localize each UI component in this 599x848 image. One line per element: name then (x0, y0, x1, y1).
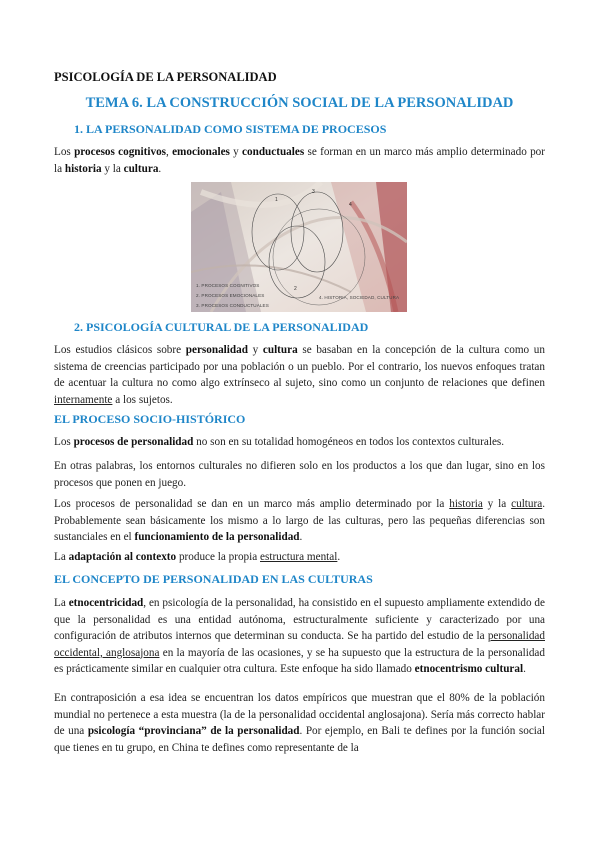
bold-term: cultura (123, 162, 159, 175)
figure-legend-2: 2. PROCESOS EMOCIONALES (196, 293, 265, 298)
text-run: y la (482, 498, 512, 510)
text-run: La (54, 597, 69, 609)
figure-number-3: 3 (312, 189, 315, 195)
bold-term: conductuales (242, 146, 305, 158)
bold-term: procesos cognitivos (74, 146, 167, 158)
bold-term: funcionamiento de la personalidad (134, 531, 300, 543)
bold-term: etnocentrismo cultural (414, 663, 524, 675)
underlined-term: estructura mental (260, 551, 338, 563)
section-heading-socio-historico: EL PROCESO SOCIO-HISTÓRICO (54, 412, 246, 426)
text-run: Los estudios clásicos sobre (54, 344, 186, 356)
text-run: . (299, 531, 303, 543)
course-title: PSICOLOGÍA DE LA PERSONALIDAD (54, 70, 277, 84)
bold-term: personalidad (185, 344, 248, 356)
paragraph-provincial-psychology (54, 690, 545, 756)
paragraph-processes-homogeneity (54, 434, 545, 451)
bold-term: adaptación al contexto (68, 551, 177, 563)
text-run: en la mayoría de las ocasiones, y se ha supuesto que la estructura de la personalidad es prácticamente similar en cualquier otra cultura. Este enfoque ha sido llamado (54, 646, 545, 675)
text-run: En contraposición a esa idea se encuentran los datos empíricos que muestran que el 80% de la población mundial no pertenece a esta muestra (la de la personalidad occidental anglosajona). Sería más correcto hablar de una (54, 692, 545, 737)
figure-legend-1: 1. PROCESOS COGNITIVOS (196, 283, 260, 288)
text-run: no son en su totalidad homogéneos en todos los contextos culturales. (193, 436, 505, 448)
text-run: y (229, 146, 243, 158)
text-run: , (166, 146, 173, 158)
figure-legend-3: 3. PROCESOS CONDUCTUALES (196, 303, 269, 308)
section-heading-concepto: EL CONCEPTO DE PERSONALIDAD EN LAS CULTURAS (54, 572, 373, 586)
bold-term: procesos de personalidad (73, 436, 194, 448)
underlined-term: cultura (511, 498, 543, 510)
underlined-term: historia (449, 498, 483, 510)
text-run: produce la propia (176, 551, 261, 563)
figure-legend-4: 4. HISTORIA, SOCIEDAD, CULTURA (319, 295, 400, 300)
paragraph-cultural-psychology (54, 342, 545, 408)
paragraph-adaptation (54, 549, 545, 566)
text-run: Los (54, 436, 74, 448)
paragraph-history-culture (54, 496, 545, 546)
text-run: . Por ejemplo, en Bali te defines por la función social que tienes en tu grupo, en China te defines como representante de la (54, 725, 545, 754)
text-run: . (523, 663, 526, 675)
figure-number-4: 4 (349, 202, 352, 208)
figure-number-2: 2 (294, 286, 297, 292)
paragraph-cultural-environments: En otras palabras, los entornos culturales no difieren solo en los productos a los que dan lugar, sino en los procesos que ponen en juego. (54, 460, 545, 489)
bold-term: psicología “provinciana” de la personalidad (87, 725, 300, 737)
text-run: , en psicología de la personalidad, ha consistido en el supuesto ampliamente extendido de que la personalidad es una entidad autónoma, estructuralmente suficiente y caracterizado por una configuración de atributos internos que determinan su conducta. Se ha partido del estudio de la (54, 597, 545, 642)
bold-term: historia (64, 162, 102, 175)
page-title: TEMA 6. LA CONSTRUCCIÓN SOCIAL DE LA PERSONALIDAD (85, 95, 514, 111)
text-run: . (158, 162, 162, 175)
text-run: Los (54, 146, 75, 158)
text-run: . Probablemente sean básicamente los mismo a lo largo de las culturas, pero las pequeñas diferencias son sustanciales en el (54, 498, 545, 543)
paragraph-processes (54, 144, 545, 177)
section-heading-2: 2. PSICOLOGÍA CULTURAL DE LA PERSONALIDAD (74, 320, 369, 334)
paragraph-ethnocentricity (54, 595, 545, 678)
underlined-term: internamente (54, 393, 113, 406)
figure-number-1: 1 (275, 197, 278, 203)
section-heading-1: 1. LA PERSONALIDAD COMO SISTEMA DE PROCESOS (74, 122, 387, 136)
text-run: y (247, 344, 263, 356)
venn-diagram-figure (191, 182, 407, 312)
text-run: La (54, 551, 69, 563)
bold-term: cultura (262, 344, 298, 356)
text-run: se basaban en la concepción de la cultura como un sistema de creencias participado por una población o un pueblo. Por el contrario, los nuevos enfoques tratan de acentuar la cultura no como algo extrínseco al sujeto, sino como un conjunto de relaciones que definen (54, 344, 545, 389)
bold-term: emocionales (172, 146, 230, 158)
text-run: y la (101, 162, 124, 175)
underlined-term: personalidad occidental, anglosajona (54, 630, 545, 659)
bold-term: etnocentricidad (68, 597, 144, 609)
text-run: . (337, 551, 341, 563)
text-run: Los procesos de personalidad se dan en un marco más amplio determinado por la (54, 498, 450, 510)
text-run: se forman en un marco más amplio determinado por la (54, 146, 545, 175)
text-run: a los sujetos. (112, 393, 173, 406)
